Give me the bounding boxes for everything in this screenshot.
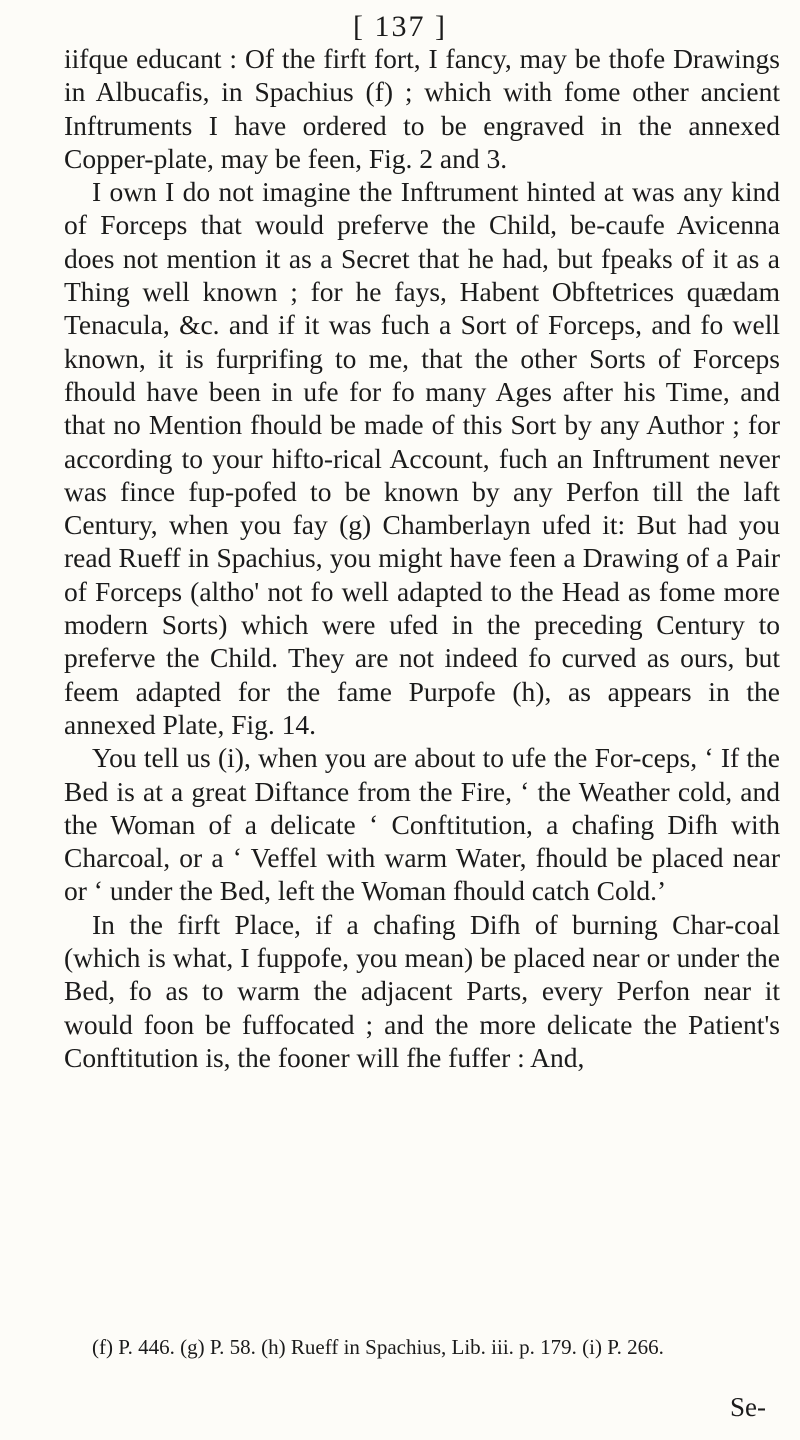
footnote-text: (f) P. 446. (g) P. 58. (h) Rueff in Spachius, Lib. iii. p. 179. (i) P. 266. (92, 1335, 664, 1359)
page-number: [ 137 ] (353, 10, 447, 43)
body-text (64, 42, 780, 1074)
paragraph-3: You tell us (i), when you are about to ufe the For-ceps, ‘ If the Bed is at a great Diftance from the Fire, ‘ the Weather cold, and the Woman of a delicate ‘ Conftitution, a chafing Difh with Charcoal, or a ‘ Veffel with warm Water, fhould be placed near or ‘ under the Bed, left the Woman fhould catch Cold.’ (64, 742, 780, 907)
paragraph-4: In the firft Place, if a chafing Difh of burning Char-coal (which is what, I fuppofe, you mean) be placed near or under the Bed, fo as to warm the adjacent Parts, every Perfon near it would foon be fuffocated ; and the more delicate the Patient's Conftitution is, the fooner will fhe fuffer : And, (64, 908, 780, 1073)
paragraph-1: iifque educant : Of the firft fort, I fancy, may be thofe Drawings in Albucafis, in Spachius (f) ; which with fome other ancient Inftruments I have ordered to be engraved in the annexed Copper-plate, may be feen, Fig. 2 and 3. (64, 43, 780, 174)
catchword: Se- (730, 1392, 766, 1422)
footnotes (64, 1335, 780, 1359)
paragraph-2: I own I do not imagine the Inftrument hinted at was any kind of Forceps that would preferve the Child, be-caufe Avicenna does not mention it as a Secret that he had, but fpeaks of it as a Thing well known ; for he fays, Habent Obftetrices quædam Tenacula, &c. and if it was fuch a Sort of Forceps, and fo well known, it is furprifing to me, that the other Sorts of Forceps fhould have been in ufe for fo many Ages after his Time, and that no Mention fhould be made of this Sort by any Author ; for according to your hifto-rical Account, fuch an Inftrument never was fince fup-pofed to be known by any Perfon till the laft Century, when you fay (g) Chamberlayn ufed it: But had you read Rueff in Spachius, you might have feen a Drawing of a Pair of Forceps (altho' not fo well adapted to the Head as fome more modern Sorts) which were ufed in the preceding Century to preferve the Child. They are not indeed fo curved as ours, but feem adapted for the fame Purpofe (h), as appears in the annexed Plate, Fig. 14. (64, 176, 780, 740)
